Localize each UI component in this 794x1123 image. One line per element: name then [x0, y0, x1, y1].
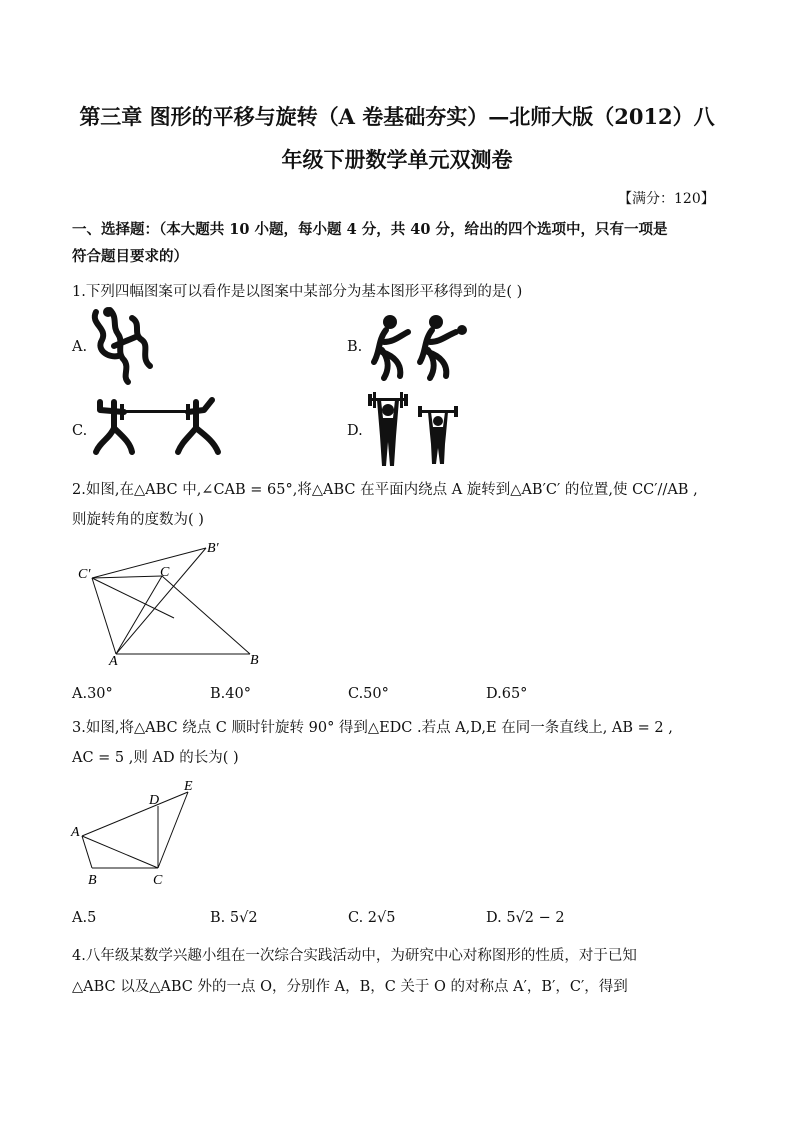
q3-option-d: D. 5√2 − 2 — [486, 910, 565, 926]
q2-option-b: B.40° — [210, 686, 251, 702]
score-label: 【满分：120】 — [618, 191, 715, 207]
question-4-stem-line1: 4.八年级某数学兴趣小组在一次综合实践活动中，为研究中心对称图形的性质，对于已知 — [72, 948, 637, 964]
q3-option-b: B. 5√2 — [210, 910, 258, 926]
q3-label-e: E — [184, 779, 193, 794]
q1-option-d-label: D. — [347, 423, 363, 439]
q2-option-c: C.50° — [348, 686, 389, 702]
page-title: 第三章 图形的平移与旋转（A 卷基础夯实）—北师大版（2012）八 — [79, 104, 715, 129]
section-heading-line2: 符合题目要求的） — [72, 248, 188, 265]
q1-option-d-pictogram — [366, 392, 466, 468]
question-2-stem-line1: 2.如图,在△ABC 中,∠CAB = 65°,将△ABC 在平面内绕点 A 旋转到△AB′C′ 的位置,使 CC′//AB , — [72, 482, 698, 498]
q1-option-c-pictogram — [92, 398, 224, 456]
q1-option-a-pictogram — [88, 306, 158, 386]
q1-option-a-label: A. — [72, 339, 88, 355]
q3-figure — [70, 778, 210, 890]
q1-option-c-label: C. — [72, 423, 88, 439]
q1-option-b-pictogram — [368, 312, 470, 382]
q3-label-a: A — [71, 825, 80, 840]
q3-option-a: A.5 — [72, 910, 97, 926]
question-3-stem-line1: 3.如图,将△ABC 绕点 C 顺时针旋转 90° 得到△EDC .若点 A,D,E 在同一条直线上, AB = 2 , — [72, 720, 673, 736]
q2-figure — [76, 538, 276, 673]
q2-option-d: D.65° — [486, 686, 528, 702]
q3-option-c: C. 2√5 — [348, 910, 396, 926]
q2-label-b-prime: B′ — [207, 541, 219, 556]
question-2-stem-line2: 则旋转角的度数为( ) — [72, 512, 204, 528]
q3-label-d: D — [149, 793, 160, 808]
q2-label-b: B — [250, 653, 259, 668]
question-3-stem-line2: AC = 5 ,则 AD 的长为( ) — [72, 750, 239, 766]
question-1-stem: 1.下列四幅图案可以看作是以图案中某部分为基本图形平移得到的是( ) — [72, 284, 523, 300]
q2-label-c-prime: C′ — [78, 567, 91, 582]
question-4-stem-line2: △ABC 以及△ABC 外的一点 O，分别作 A，B，C 关于 O 的对称点 A′，B′，C′，得到 — [72, 979, 628, 995]
q1-option-b-label: B. — [347, 339, 363, 355]
q2-label-c: C — [160, 565, 170, 580]
q2-label-a: A — [109, 654, 118, 669]
q3-label-b: B — [88, 873, 97, 888]
q3-label-c: C — [153, 873, 163, 888]
section-heading: 一、选择题：（本大题共 10 小题，每小题 4 分，共 40 分，给出的四个选项中，只有一项是 — [72, 221, 668, 238]
q2-option-a: A.30° — [72, 686, 113, 702]
page-title-line2: 年级下册数学单元双测卷 — [281, 147, 513, 172]
